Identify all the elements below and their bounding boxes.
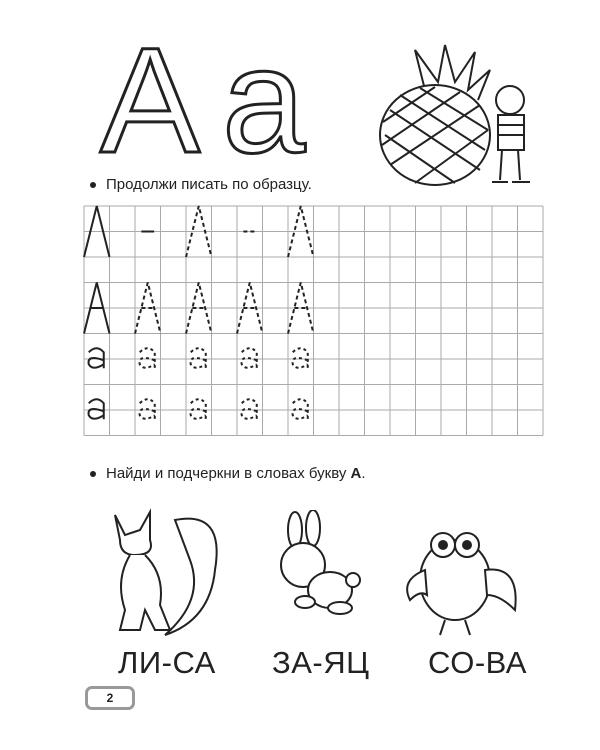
letter-a-lowercase-trace	[140, 348, 155, 368]
letter-a-lowercase-trace	[191, 399, 206, 419]
word-lisa: ЛИ-СА	[118, 645, 216, 680]
word-zayats: ЗА-ЯЦ	[272, 645, 370, 680]
bullet-icon	[90, 471, 96, 477]
task-2-instruction	[90, 465, 366, 483]
task-2-end: .	[361, 465, 366, 482]
letter-a-lowercase-trace	[89, 399, 104, 419]
letter-a-lowercase-trace	[191, 348, 206, 368]
letter-a-lowercase-trace	[89, 348, 104, 368]
task-1-text: Продолжи писать по образцу.	[106, 176, 312, 193]
hare-illustration	[265, 510, 375, 630]
letter-a-lowercase-trace	[140, 399, 155, 419]
letter-a-lowercase-trace	[242, 348, 257, 368]
big-letter-lower: a	[222, 16, 306, 184]
fox-illustration	[95, 500, 245, 640]
letter-a-lowercase-trace	[242, 399, 257, 419]
owl-illustration	[395, 510, 525, 640]
letter-a-lowercase-trace	[293, 348, 308, 368]
task-2-letter: А	[350, 465, 362, 482]
word-sova: СО-ВА	[428, 645, 527, 680]
big-letter-upper: A	[100, 16, 201, 184]
page-number: 2	[85, 686, 135, 710]
letter-a-lowercase-trace	[293, 399, 308, 419]
task-2-text: Найди и подчеркни в словах букву	[106, 465, 351, 482]
